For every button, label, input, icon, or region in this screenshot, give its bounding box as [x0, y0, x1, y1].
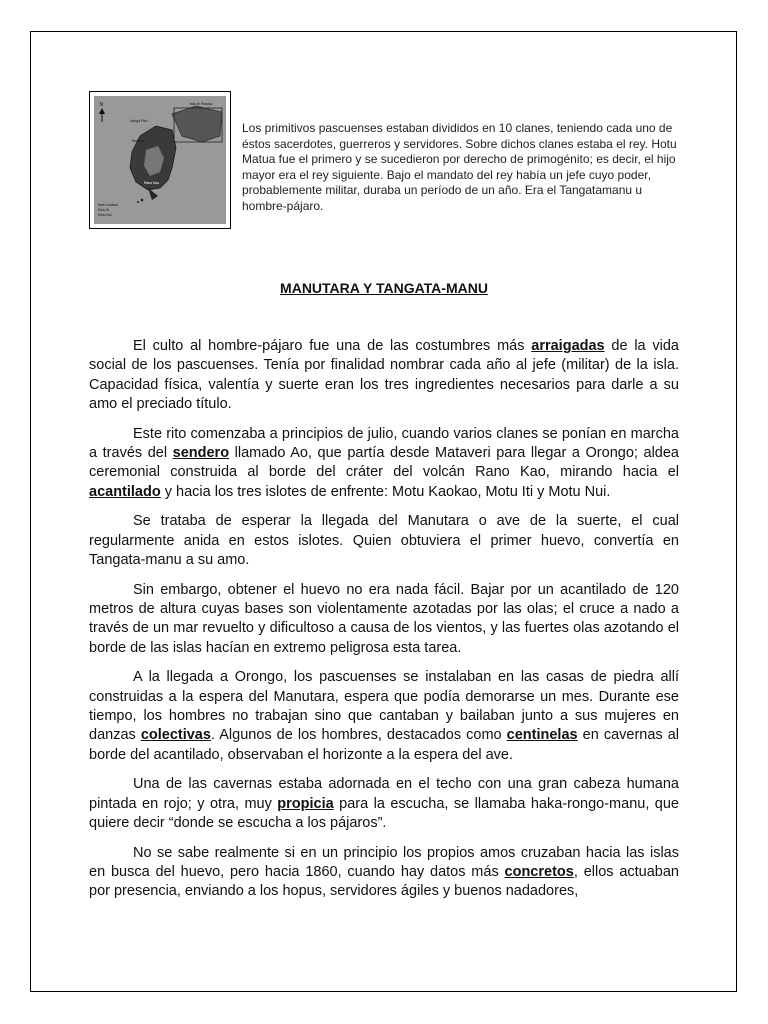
page-title: MANUTARA Y TANGATA-MANU: [280, 280, 488, 296]
article-body: [89, 337, 679, 912]
map-label: Motu Nui: [98, 213, 112, 217]
keyword: arraigadas: [531, 338, 605, 354]
map-label: Motu Kaokao: [98, 203, 118, 207]
paragraph: Se trataba de esperar la llegada del Manutara o ave de la suerte, el cual regularmente anida en estos islotes. Quien obtuviera el primer huevo, convertía en Tangata-manu a su amo.: [89, 513, 679, 568]
map-label: Motu Iti: [98, 208, 110, 212]
map-label: Mataveri: [132, 139, 146, 143]
keyword: colectivas: [140, 727, 211, 744]
map-image: [89, 91, 231, 229]
paragraph: El culto al hombre-pájaro fue una de las costumbres más arraigadas de la vida social de los pascuenses. Tenía por finalidad nombrar cada año al jefe (militar) de la isla. Capacidad física, valentía y suerte eran los tres ingredientes necesarios para darle a su amo el preciado título.: [89, 338, 679, 412]
map-label: Isla de Pascua: [190, 102, 213, 106]
map-label: Hanga Piko: [130, 119, 148, 123]
keyword: sendero: [172, 444, 230, 461]
paragraph: Sin embargo, obtener el huevo no era nada fácil. Bajar por un acantilado de 120 metros de altura cuyas bases son violentamente azotadas por las olas; el cruce a nado a través de un mar revuelto y dificultoso a causa de los vientos, y las fuertes olas azotando el borde de las islas hacían en extremo peligrosa esta tarea.: [89, 581, 679, 656]
paragraph: Una de las cavernas estaba adornada en el techo con una gran cabeza humana pintada en rojo; y otra, muy propicia para la escucha, se llamaba haka-rongo-manu, que quiere decir “donde se escucha a los pájaros”.: [89, 776, 679, 832]
easter-island-map: [94, 96, 226, 224]
north-label: N: [99, 102, 104, 108]
keyword: acantilado: [89, 483, 161, 500]
map-label: Rano Kau: [144, 181, 160, 185]
keyword: centinelas: [506, 727, 578, 744]
keyword: concretos: [504, 864, 574, 881]
paragraph: A la llegada a Orongo, los pascuenses se instalaban en las casas de piedra allí construidas a la espera del Manutara, espera que podía demorarse un mes. Durante ese tiempo, los hombres no trabajan sino que cantaban y bailaban junto a sus mujeres en danzas colectivas. Algunos de los hombres, destacados como centinelas en cavernas al borde del acantilado, observaban el horizonte a la espera del ave.: [89, 669, 679, 763]
paragraph: Este rito comenzaba a principios de julio, cuando varios clanes se ponían en marcha a través del sendero llamado Ao, que partía desde Mataveri para llegar a Orongo; aldea ceremonial construida al borde del cráter del volcán Rano Kao, mirando hacia el acantilado y hacia los tres islotes de enfrente: Motu Kaokao, Motu Iti y Motu Nui.: [89, 425, 679, 500]
keyword: propicia: [277, 795, 334, 812]
intro-text: Los primitivos pascuenses estaban divididos en 10 clanes, teniendo cada uno de éstos sacerdotes, guerreros y servidores. Sobre dichos clanes estaba el rey. Hotu Matua fue el primero y se sucedieron por derecho de primogénito; es decir, el hijo mayor era el rey siguiente. Bajo el mandato del rey había un jefe cuyo poder, probablemente militar, duraba un período de un año. Era el Tangatamanu u hombre-pájaro.: [242, 121, 677, 213]
paragraph: No se sabe realmente si en un principio los propios amos cruzaban hacia las islas en busca del huevo, pero hacia 1860, cuando hay datos más concretos, ellos actuaban por presencia, enviando a los hopus, servidores ágiles y buenos nadadores,: [89, 844, 679, 900]
